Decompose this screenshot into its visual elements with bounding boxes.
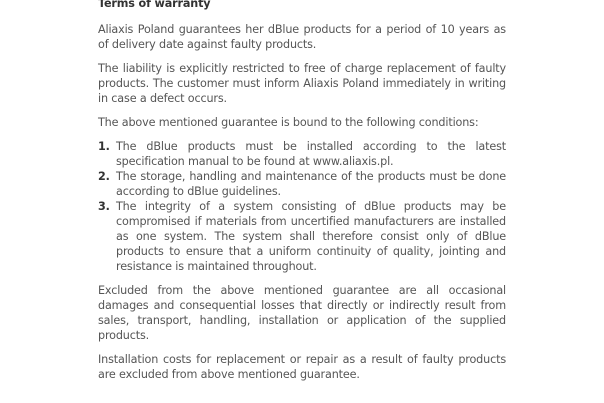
list-item-text: The dBlue products must be installed according to the latest specification manual to be found at www.aliaxis.pl.	[116, 140, 506, 168]
warranty-document	[98, 0, 506, 391]
conditions-list	[98, 139, 506, 274]
paragraph-liability: The liability is explicitly restricted to free of charge replacement of faulty products. The customer must inform Aliaxis Poland immediately in writing in case a defect occurs.	[98, 62, 506, 105]
paragraph-conditions-intro: The above mentioned guarantee is bound to the following conditions:	[98, 116, 479, 129]
list-item-number: 1.	[98, 140, 110, 153]
list-item-number: 2.	[98, 170, 110, 183]
list-item	[98, 169, 506, 199]
section-heading: Terms of warranty	[98, 0, 211, 10]
list-item-text: The storage, handling and maintenance of the products must be done according to dBlue guidelines.	[116, 170, 506, 198]
paragraph-exclusions: Excluded from the above mentioned guarantee are all occasional damages and consequential losses that directly or indirectly result from sales, transport, handling, installation or application of the supplied products.	[98, 284, 506, 342]
list-item	[98, 139, 506, 169]
list-item	[98, 199, 506, 274]
paragraph-guarantee-period: Aliaxis Poland guarantees her dBlue products for a period of 10 years as of delivery date against faulty products.	[98, 23, 506, 51]
paragraph-installation-costs: Installation costs for replacement or repair as a result of faulty products are excluded from above mentioned guarantee.	[98, 353, 506, 381]
list-item-text: The integrity of a system consisting of dBlue products may be compromised if materials from uncertified manufacturers are installed as one system. The system shall therefore consist only of dBlue products to ensure that a uniform continuity of quality, jointing and resistance is maintained throughout.	[116, 200, 506, 273]
list-item-number: 3.	[98, 200, 110, 213]
